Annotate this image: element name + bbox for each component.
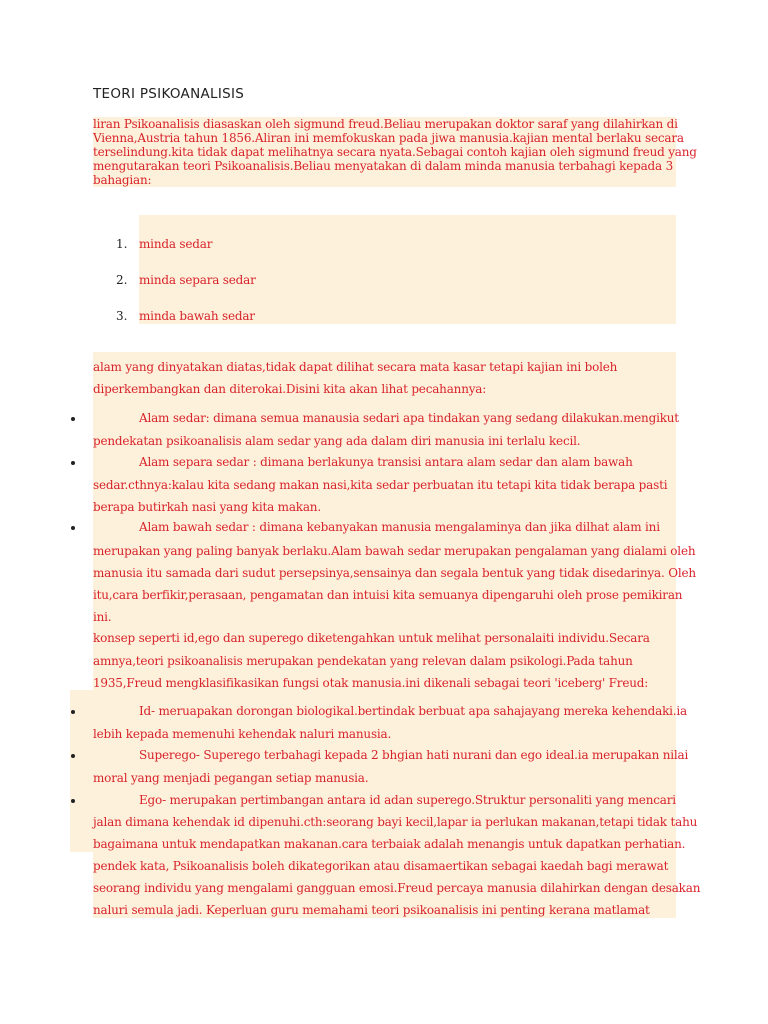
paragraph-line: diperkembangkan dan diterokai.Disini kita akan lihat pecahannya: bbox=[93, 382, 487, 396]
paragraph-line: konsep seperti id,ego dan superego diketengahkan untuk melihat personalaiti individu.Secara bbox=[93, 631, 650, 645]
bullet-icon bbox=[71, 461, 75, 465]
bullet-line: Ego- merupakan pertimbangan antara id adan superego.Struktur personaliti yang mencari bbox=[139, 793, 676, 807]
bullet-icon bbox=[71, 417, 75, 421]
bullet-icon bbox=[71, 799, 75, 803]
bullet-icon bbox=[71, 754, 75, 758]
bullet-line: Id- meruapakan dorongan biologikal.bertindak berbuat apa sahajayang mereka kehendaki.ia bbox=[139, 704, 688, 718]
paragraph-line: alam yang dinyatakan diatas,tidak dapat dilihat secara mata kasar tetapi kajian ini boleh bbox=[93, 360, 618, 374]
bullet-line: Alam separa sedar : dimana berlakunya transisi antara alam sedar dan alam bawah bbox=[139, 455, 633, 469]
list-item-minda-bawah-sedar: minda bawah sedar bbox=[139, 309, 255, 323]
bullet-line: manusia itu samada dari sudut persepsinya,sensainya dan segala bentuk yang tidak disedarinya. Oleh bbox=[93, 566, 696, 580]
bullet-line: merupakan yang paling banyak berlaku.Alam bawah sedar merupakan pengalaman yang dialami oleh bbox=[93, 544, 696, 558]
bullet-line: ini. bbox=[93, 610, 112, 624]
intro-line: liran Psikoanalisis diasaskan oleh sigmund freud.Beliau merupakan doktor saraf yang dilahirkan di bbox=[93, 117, 678, 131]
bullet-line: Superego- Superego terbahagi kepada 2 bhgian hati nurani dan ego ideal.ia merupakan nilai bbox=[139, 748, 689, 762]
bullet-line: jalan dimana kehendak id dipenuhi.cth:seorang bayi kecil,lapar ia perlukan makanan,tetapi tidak tahu bbox=[93, 815, 698, 829]
intro-line: mengutarakan teori Psikoanalisis.Beliau menyatakan di dalam minda manusia terbahagi kepada 3 bbox=[93, 159, 674, 173]
bullet-line: berapa butirkah nasi yang kita makan. bbox=[93, 500, 321, 514]
intro-line: Vienna,Austria tahun 1856.Aliran ini memfokuskan pada jiwa manusia.kajian mental berlaku secara bbox=[93, 131, 684, 145]
bullet-line: itu,cara berfikir,perasaan, pengamatan dan intuisi kita semuanya dipengaruhi oleh prose pemikiran bbox=[93, 588, 683, 602]
list-item-minda-sedar: minda sedar bbox=[139, 237, 213, 251]
list-number: 1. bbox=[116, 237, 128, 251]
list-number: 2. bbox=[116, 273, 128, 287]
list-number: 3. bbox=[116, 309, 128, 323]
intro-line: bahagian: bbox=[93, 173, 152, 187]
bullet-line: pendekatan psikoanalisis alam sedar yang ada dalam diri manusia ini terlalu kecil. bbox=[93, 434, 581, 448]
intro-line: terselindung.kita tidak dapat melihatnya secara nyata.Sebagai contoh kajian oleh sigmund freud yang bbox=[93, 145, 697, 159]
bullet-line: Alam sedar: dimana semua manausia sedari apa tindakan yang sedang dilakukan.mengikut bbox=[139, 411, 679, 425]
bullet-line: bagaimana untuk mendapatkan makanan.cara terbaiak adalah menangis untuk dapatkan perhatian. bbox=[93, 837, 686, 851]
bullet-line: sedar.cthnya:kalau kita sedang makan nasi,kita sedar perbuatan itu tetapi kita tidak berapa pasti bbox=[93, 478, 668, 492]
bullet-icon bbox=[71, 526, 75, 530]
list-item-minda-separa-sedar: minda separa sedar bbox=[139, 273, 256, 287]
paragraph-line: naluri semula jadi. Keperluan guru memahami teori psikoanalisis ini penting kerana matlamat bbox=[93, 903, 650, 917]
page-title: TEORI PSIKOANALISIS bbox=[93, 86, 245, 102]
bullet-icon bbox=[71, 710, 75, 714]
bullet-line: moral yang menjadi pegangan setiap manusia. bbox=[93, 771, 369, 785]
paragraph-line: seorang individu yang mengalami gangguan emosi.Freud percaya manusia dilahirkan dengan desakan bbox=[93, 881, 701, 895]
bullet-line: lebih kepada memenuhi kehendak naluri manusia. bbox=[93, 727, 392, 741]
paragraph-line: pendek kata, Psikoanalisis boleh dikategorikan atau disamaertikan sebagai kaedah bagi merawat bbox=[93, 859, 669, 873]
paragraph-line: 1935,Freud mengklasifikasikan fungsi otak manusia.ini dikenali sebagai teori 'iceberg' Freud: bbox=[93, 676, 649, 690]
paragraph-line: amnya,teori psikoanalisis merupakan pendekatan yang relevan dalam psikologi.Pada tahun bbox=[93, 654, 633, 668]
list-highlight bbox=[139, 215, 676, 324]
bullet-line: Alam bawah sedar : dimana kebanyakan manusia mengalaminya dan jika dilhat alam ini bbox=[139, 520, 660, 534]
